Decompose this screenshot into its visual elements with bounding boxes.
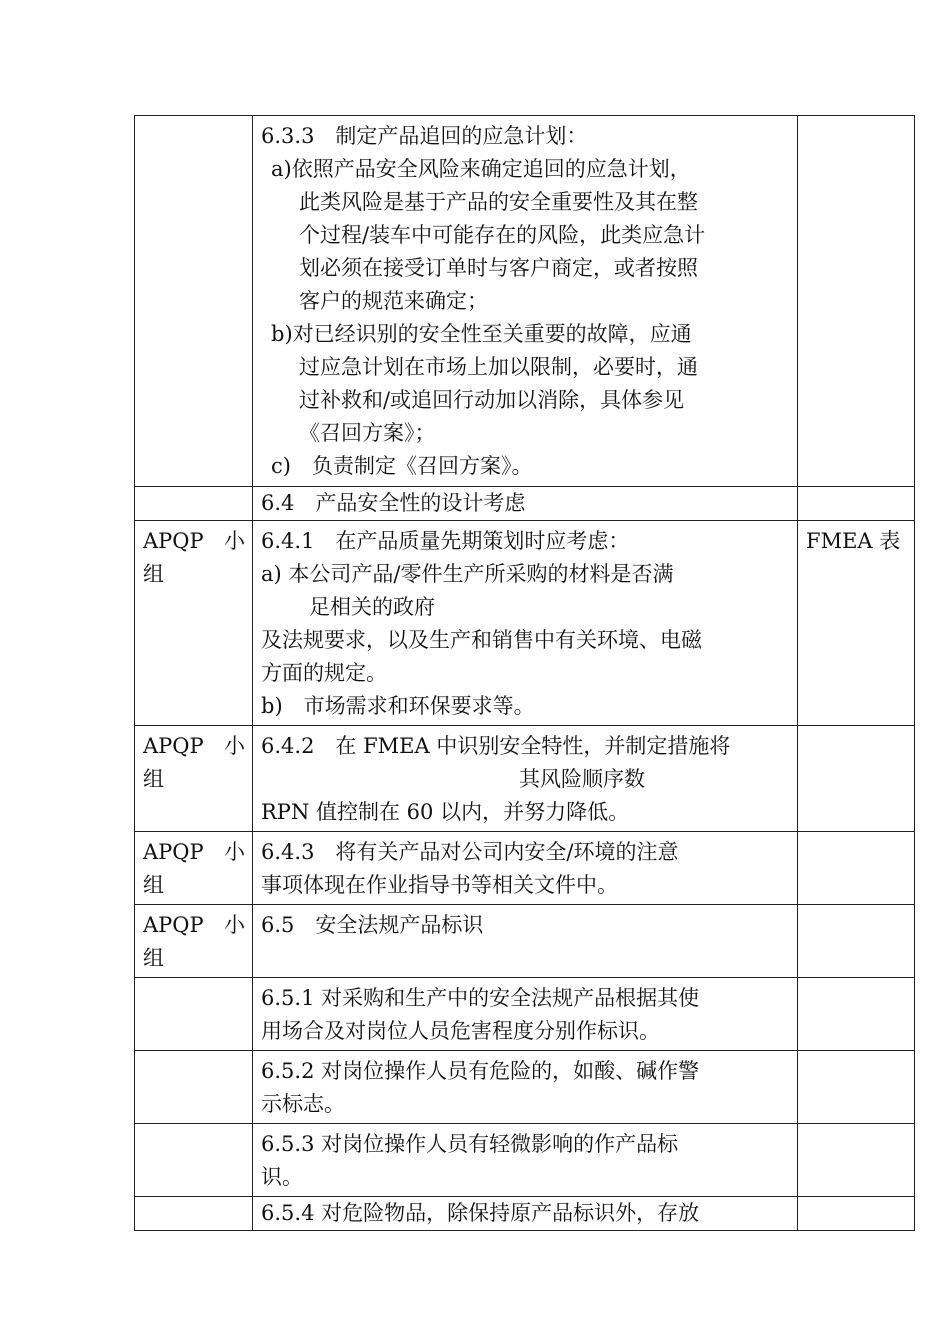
clause-heading: 6.5.3 对岗位操作人员有轻微影响的作产品标	[261, 1132, 679, 1156]
responsibility-text: 组	[143, 873, 164, 897]
responsibility-text: 小	[224, 840, 245, 864]
responsibility-cell	[135, 905, 253, 978]
responsibility-line	[143, 909, 245, 942]
table-row	[135, 1051, 915, 1124]
content-cell	[253, 521, 798, 726]
document-cell	[798, 487, 915, 521]
content-cell	[253, 905, 798, 978]
list-item: a)依照产品安全风险来确定追回的应急计划，	[271, 157, 691, 181]
section-heading: 6.4 产品安全性的设计考虑	[261, 491, 526, 515]
list-item-cont: 足相关的政府	[309, 595, 435, 619]
content-cell	[253, 116, 798, 487]
table-row	[135, 116, 915, 487]
document-cell	[798, 905, 915, 978]
clause-heading: 6.5.4 对危险物品，除保持原产品标识外，存放	[261, 1201, 700, 1225]
list-item: b) 市场需求和环保要求等。	[261, 694, 535, 718]
procedure-table	[134, 115, 915, 1231]
list-item-cont: 《召回方案》；	[299, 421, 436, 445]
clause-heading: 6.3.3 制定产品追回的应急计划：	[261, 124, 588, 148]
document-cell	[798, 1124, 915, 1197]
list-item: b)对已经识别的安全性至关重要的故障，应通	[271, 322, 692, 346]
clause-heading: 6.4.3 将有关产品对公司内安全/环境的注意	[261, 840, 679, 864]
list-item-cont: 划必须在接受订单时与客户商定，或者按照	[299, 256, 698, 280]
responsibility-text: 小	[224, 529, 245, 553]
clause-text: 识。	[261, 1165, 303, 1189]
document-cell	[798, 726, 915, 832]
clause-text: RPN 值控制在 60 以内，并努力降低。	[261, 800, 630, 824]
responsibility-text: 组	[143, 562, 164, 586]
list-item-cont: 客户的规范来确定；	[299, 289, 488, 313]
document-cell	[798, 1197, 915, 1231]
content-cell	[253, 978, 798, 1051]
responsibility-line	[143, 730, 245, 763]
responsibility-text: APQP	[143, 529, 204, 553]
responsibility-text: 组	[143, 767, 164, 791]
responsibility-text: APQP	[143, 734, 204, 758]
content-cell	[253, 1124, 798, 1197]
responsibility-cell	[135, 1197, 253, 1231]
responsibility-text: APQP	[143, 913, 204, 937]
responsibility-cell	[135, 116, 253, 487]
responsibility-cell	[135, 521, 253, 726]
clause-heading: 6.4.2 在 FMEA 中识别安全特性，并制定措施将	[261, 734, 731, 758]
content-cell	[253, 1051, 798, 1124]
responsibility-cell	[135, 487, 253, 521]
responsibility-cell	[135, 726, 253, 832]
clause-text: 其风险顺序数	[519, 767, 645, 791]
responsibility-cell	[135, 1124, 253, 1197]
clause-heading: 6.5.2 对岗位操作人员有危险的，如酸、碱作警	[261, 1059, 700, 1083]
content-cell	[253, 1197, 798, 1231]
list-item-cont: 及法规要求，以及生产和销售中有关环境、电磁	[261, 628, 702, 652]
list-item: a) 本公司产品/零件生产所采购的材料是否满	[261, 562, 674, 586]
table-row	[135, 1124, 915, 1197]
content-cell	[253, 487, 798, 521]
table-row	[135, 1197, 915, 1231]
list-item-cont: 过补救和/或追回行动加以消除，具体参见	[299, 388, 685, 412]
responsibility-text: APQP	[143, 840, 204, 864]
list-item-cont: 方面的规定。	[261, 661, 387, 685]
list-item-cont: 此类风险是基于产品的安全重要性及其在整	[299, 190, 698, 214]
document-cell	[798, 521, 915, 726]
responsibility-line	[143, 836, 245, 869]
document-cell	[798, 978, 915, 1051]
document-ref: FMEA 表	[806, 529, 901, 553]
clause-text: 示标志。	[261, 1092, 345, 1116]
content-cell	[253, 832, 798, 905]
clause-text: 用场合及对岗位人员危害程度分别作标识。	[261, 1019, 660, 1043]
content-cell	[253, 726, 798, 832]
table-row	[135, 521, 915, 726]
list-item: c) 负责制定《召回方案》。	[271, 454, 533, 478]
responsibility-line	[143, 525, 245, 558]
responsibility-text: 组	[143, 946, 164, 970]
section-heading: 6.5 安全法规产品标识	[261, 913, 484, 937]
table-row	[135, 487, 915, 521]
clause-heading: 6.5.1 对采购和生产中的安全法规产品根据其使	[261, 986, 700, 1010]
responsibility-cell	[135, 1051, 253, 1124]
list-item-cont: 过应急计划在市场上加以限制，必要时，通	[299, 355, 698, 379]
responsibility-cell	[135, 832, 253, 905]
responsibility-cell	[135, 978, 253, 1051]
responsibility-text: 小	[224, 734, 245, 758]
table-row	[135, 905, 915, 978]
clause-text: 事项体现在作业指导书等相关文件中。	[261, 873, 618, 897]
list-item-cont: 个过程/装车中可能存在的风险，此类应急计	[299, 223, 706, 247]
document-cell	[798, 1051, 915, 1124]
table-row	[135, 832, 915, 905]
document-cell	[798, 116, 915, 487]
responsibility-text: 小	[224, 913, 245, 937]
table-row	[135, 726, 915, 832]
clause-heading: 6.4.1 在产品质量先期策划时应考虑：	[261, 529, 630, 553]
document-cell	[798, 832, 915, 905]
table-row	[135, 978, 915, 1051]
